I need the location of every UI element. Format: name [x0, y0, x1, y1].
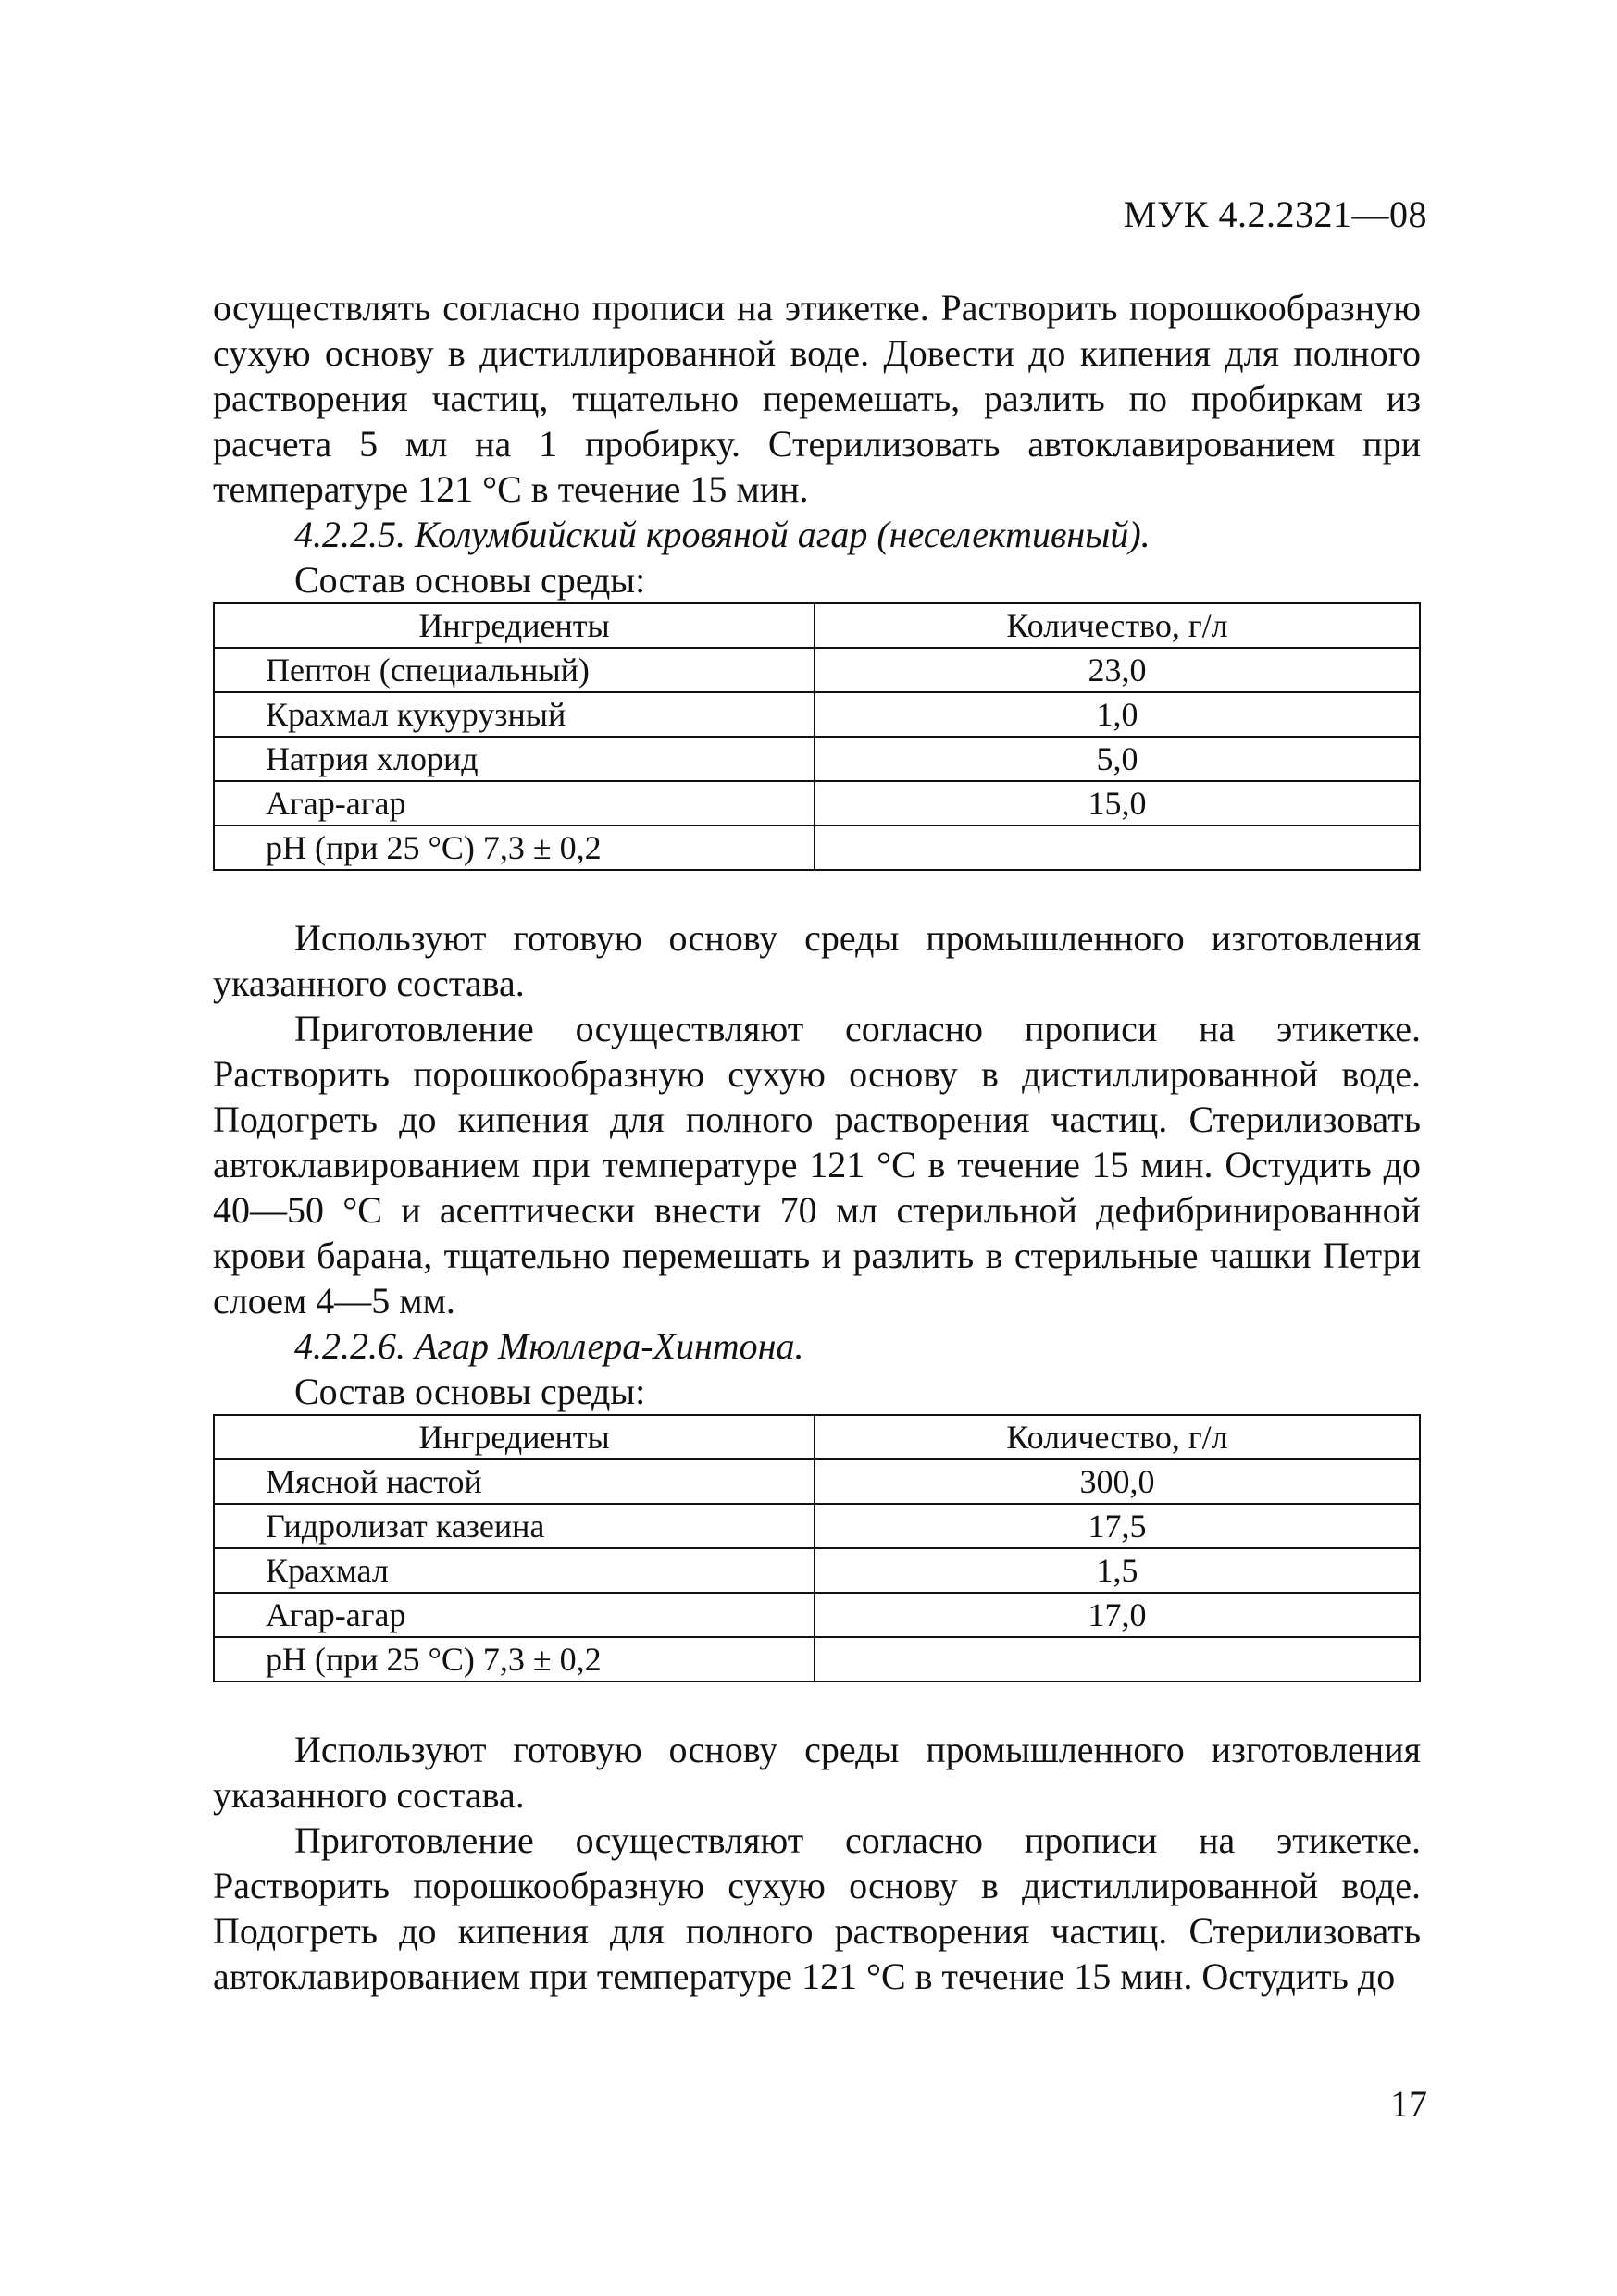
body-paragraph: Приготовление осуществляют согласно прописи на этикетке. Растворить порошкообразную сухую основу в дистиллированной воде. Подогреть до кипения для полного растворения частиц. Стерилизовать автоклавированием при температуре 121 °С в течение 15 мин. Остудить до 40—50 °С и асептически внести 70 мл стерильной дефибринированной крови барана, тщательно перемешать и разлить в стерильные чашки Петри слоем 4—5 мм. [213, 1008, 1421, 1322]
quantity-cell: 17,5 [815, 1504, 1420, 1548]
ingredient-cell: Крахмал [214, 1548, 815, 1593]
quantity-cell [815, 1637, 1420, 1682]
table-row [214, 825, 1420, 870]
column-header-ingredients: Ингредиенты [214, 1415, 815, 1459]
table-row [214, 1637, 1420, 1682]
quantity-cell [815, 825, 1420, 870]
ingredient-cell: Агар-агар [214, 1593, 815, 1637]
ingredient-cell: Натрия хлорид [214, 737, 815, 781]
column-header-quantity: Количество, г/л [815, 1415, 1420, 1459]
page-number: 17 [1390, 2083, 1427, 2125]
intro-paragraph: осуществлять согласно прописи на этикетке. Растворить порошкообразную сухую основу в дистиллированной воде. Довести до кипения для полного растворения частиц, тщательно перемешать, разлить по пробиркам из расчета 5 мл на 1 пробирку. Стерилизовать автоклавированием при температуре 121 °С в течение 15 мин. [213, 287, 1421, 510]
document-code-header: МУК 4.2.2321—08 [1123, 193, 1427, 235]
ingredient-cell: Гидролизат казеина [214, 1504, 815, 1548]
composition-table-mueller-hinton [213, 1414, 1421, 1682]
table-row [214, 1504, 1420, 1548]
ph-cell: pH (при 25 °С) 7,3 ± 0,2 [214, 825, 815, 870]
table-row [214, 1548, 1420, 1593]
ingredient-cell: Мясной настой [214, 1459, 815, 1504]
quantity-cell: 17,0 [815, 1593, 1420, 1637]
table-row [214, 648, 1420, 692]
quantity-cell: 15,0 [815, 781, 1420, 825]
table-row [214, 781, 1420, 825]
ph-cell: pH (при 25 °С) 7,3 ± 0,2 [214, 1637, 815, 1682]
quantity-cell: 1,0 [815, 692, 1420, 737]
ingredient-cell: Агар-агар [214, 781, 815, 825]
column-header-quantity: Количество, г/л [815, 603, 1420, 648]
table-caption: Состав основы среды: [294, 1371, 646, 1412]
table-row [214, 737, 1420, 781]
quantity-cell: 1,5 [815, 1548, 1420, 1593]
table-row [214, 692, 1420, 737]
ingredient-cell: Крахмал кукурузный [214, 692, 815, 737]
table-header-row [214, 603, 1420, 648]
body-paragraph: Приготовление осуществляют согласно прописи на этикетке. Растворить порошкообразную сухую основу в дистиллированной воде. Подогреть до кипения для полного растворения частиц. Стерилизовать автоклавированием при температуре 121 °С в течение 15 мин. Остудить до [213, 1819, 1421, 1997]
section-title-columbia-agar: 4.2.2.5. Колумбийский кровяной агар (неселективный). [294, 514, 1151, 555]
quantity-cell: 23,0 [815, 648, 1420, 692]
body-paragraph: Используют готовую основу среды промышленного изготовления указанного состава. [213, 1729, 1421, 1816]
section-title-mueller-hinton-agar: 4.2.2.6. Агар Мюллера-Хинтона. [294, 1325, 804, 1367]
quantity-cell: 5,0 [815, 737, 1420, 781]
ingredient-cell: Пептон (специальный) [214, 648, 815, 692]
column-header-ingredients: Ингредиенты [214, 603, 815, 648]
table-caption: Состав основы среды: [294, 559, 646, 601]
table-header-row [214, 1415, 1420, 1459]
table-row [214, 1593, 1420, 1637]
page-content [213, 285, 1421, 1999]
composition-table-columbia [213, 602, 1421, 871]
table-row [214, 1459, 1420, 1504]
body-paragraph: Используют готовую основу среды промышленного изготовления указанного состава. [213, 917, 1421, 1004]
quantity-cell: 300,0 [815, 1459, 1420, 1504]
